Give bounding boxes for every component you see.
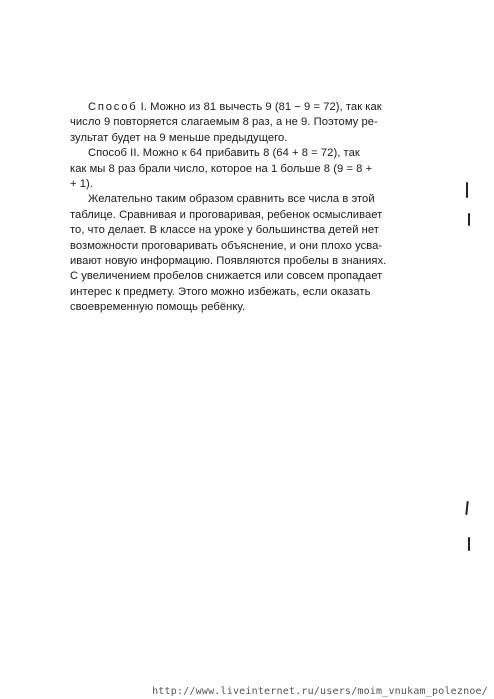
method-label: Способ <box>88 101 138 113</box>
paragraph-method-2 <box>70 146 444 192</box>
margin-mark <box>465 501 468 515</box>
text-line <box>70 100 444 115</box>
source-url: http://www.liveinternet.ru/users/moim_vnukam_poleznoe/ <box>152 686 488 697</box>
text-line: таблице. Сравнивая и проговаривая, ребенок осмысливает <box>70 208 383 221</box>
text-line: С увеличением пробелов снижается или совсем пропадает <box>70 270 383 283</box>
text-line: Способ II. Можно к 64 прибавить 8 (64 + 8 = 72), так <box>88 147 360 160</box>
text-line: то, что делает. В классе на уроке у большинства детей нет <box>70 224 379 237</box>
text-line: возможности проговаривать объяснение, и они плохо усва- <box>70 239 383 252</box>
paragraph-conclusion <box>70 192 444 315</box>
text-line: своевременную помощь ребёнку. <box>70 301 246 314</box>
text-line: как мы 8 раз брали число, которое на 1 больше 8 (9 = 8 + <box>70 162 373 175</box>
text-line: интерес к предмету. Этого можно избежать, если оказать <box>70 285 371 298</box>
paragraph-method-1 <box>70 100 444 146</box>
margin-mark <box>468 213 470 226</box>
text-fragment: I. Можно из 81 вычесть 9 (81 − 9 = 72), так как <box>137 101 382 113</box>
text-line: число 9 повторяется слагаемым 8 раз, а не 9. Поэтому ре- <box>70 116 378 129</box>
text-line: ивают новую информацию. Появляются пробелы в знаниях. <box>70 255 387 268</box>
text-line: Желательно таким образом сравнить все числа в этой <box>88 193 375 206</box>
body-text <box>70 100 444 316</box>
text-line: зультат будет на 9 меньше предыдущего. <box>70 131 288 144</box>
margin-mark <box>468 537 470 551</box>
text-line: + 1). <box>70 178 93 191</box>
margin-mark <box>466 182 468 198</box>
